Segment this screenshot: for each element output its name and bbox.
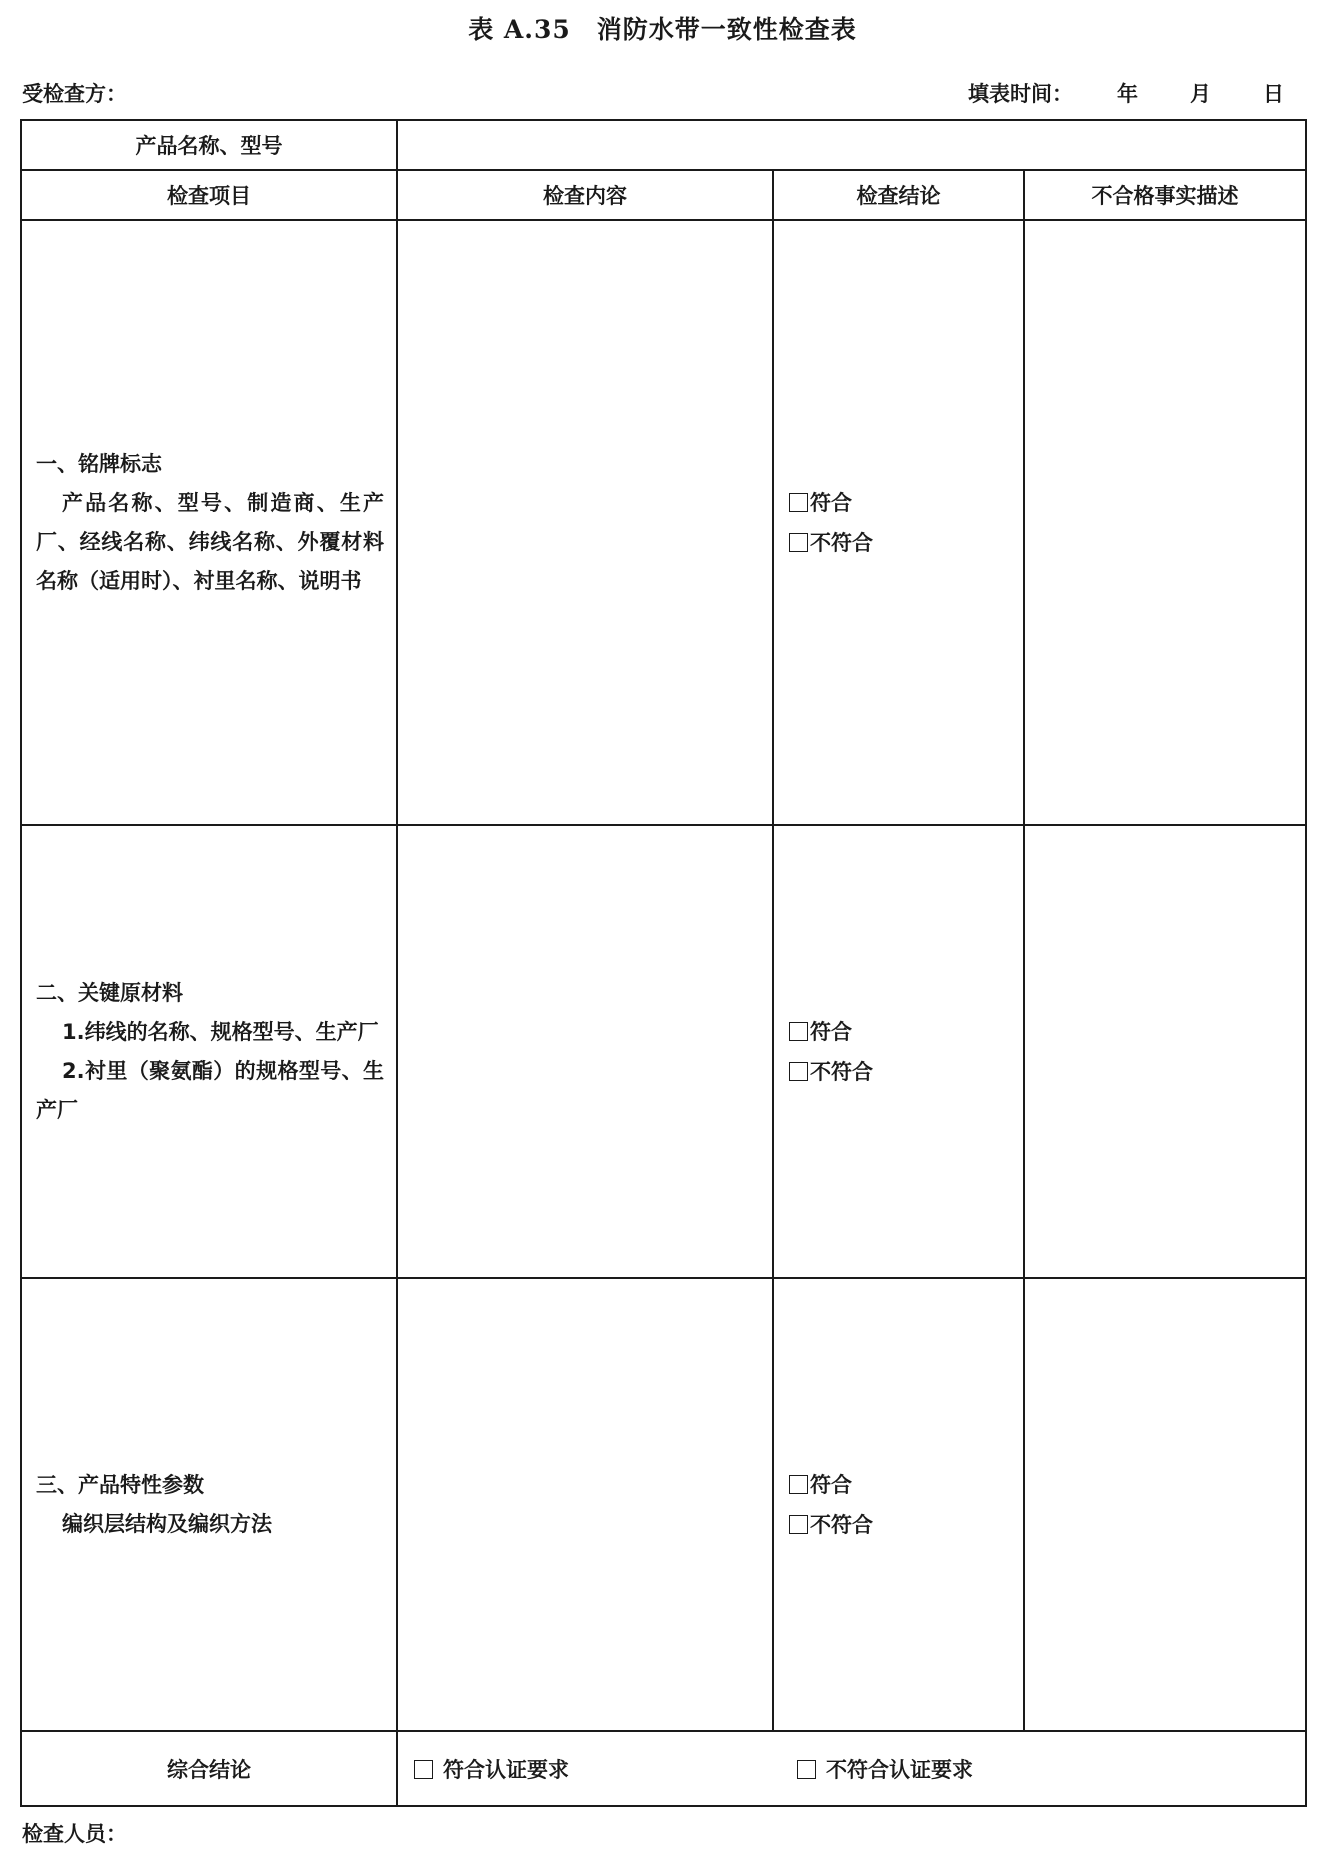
conclusion-cell	[773, 220, 1024, 825]
checkbox[interactable]	[789, 1515, 808, 1534]
nonconform-option[interactable]: 不符合	[789, 1052, 1023, 1092]
nonconform-option[interactable]: 不符合	[789, 1505, 1023, 1545]
item-detail: 1.纬线的名称、规格型号、生产厂	[62, 1019, 379, 1044]
col-header-item: 检查项目	[21, 170, 397, 220]
col-header-conclusion: 检查结论	[773, 170, 1024, 220]
inspection-item	[21, 1278, 397, 1731]
conclusion-cell	[773, 825, 1024, 1278]
item-detail: 产品名称、型号、制造商、生产厂、经线名称、纬线名称、外覆材料名称（适用时）、衬里名称、说明书	[36, 490, 384, 593]
nonconform-option[interactable]: 不符合	[789, 523, 1023, 563]
conclusion-cell	[773, 1278, 1024, 1731]
summary-nonconform-option[interactable]: 不符合认证要求	[797, 1758, 973, 1782]
inspector-label: 检查人员：	[22, 1822, 127, 1846]
col-header-content: 检查内容	[397, 170, 773, 220]
product-name-value[interactable]	[397, 120, 1306, 170]
inspection-content-cell[interactable]	[397, 825, 773, 1278]
nonconformity-description-cell[interactable]	[1024, 220, 1306, 825]
product-name-label: 产品名称、型号	[21, 120, 397, 170]
checkbox[interactable]	[789, 1062, 808, 1081]
conform-option[interactable]: 符合	[789, 483, 1023, 523]
summary-conform-option[interactable]: 符合认证要求	[414, 1758, 569, 1782]
table-row	[21, 1278, 1306, 1731]
table-title: 消防水带一致性检查表	[596, 15, 857, 44]
item-title: 一、铭牌标志	[36, 451, 162, 476]
inspected-party-label: 受检查方：	[22, 82, 127, 106]
item-detail: 编织层结构及编织方法	[62, 1511, 272, 1536]
col-header-nonconformity: 不合格事实描述	[1024, 170, 1306, 220]
table-row	[21, 220, 1306, 825]
item-title: 三、产品特性参数	[36, 1472, 204, 1497]
inspection-content-cell[interactable]	[397, 220, 773, 825]
year-label: 年	[1117, 82, 1138, 106]
checkbox[interactable]	[797, 1760, 816, 1779]
checkbox[interactable]	[789, 1022, 808, 1041]
summary-label: 综合结论	[21, 1731, 397, 1806]
nonconformity-description-cell[interactable]	[1024, 825, 1306, 1278]
month-label: 月	[1190, 82, 1211, 106]
table-number: 表 A.35	[468, 15, 571, 44]
summary-row	[21, 1731, 1306, 1806]
conform-option[interactable]: 符合	[789, 1465, 1023, 1505]
checkbox[interactable]	[789, 1475, 808, 1494]
day-label: 日	[1263, 82, 1284, 106]
inspection-table	[20, 119, 1307, 1807]
checkbox[interactable]	[414, 1760, 433, 1779]
column-header-row	[21, 170, 1306, 220]
item-detail: 2.衬里（聚氨酯）的规格型号、生产厂	[36, 1058, 384, 1122]
inspection-content-cell[interactable]	[397, 1278, 773, 1731]
product-name-row	[21, 120, 1306, 170]
fill-time-label: 填表时间：	[968, 82, 1073, 106]
summary-options	[397, 1731, 1306, 1806]
table-row	[21, 825, 1306, 1278]
checkbox[interactable]	[789, 493, 808, 512]
page-title	[0, 10, 1325, 46]
fill-time	[968, 78, 1284, 108]
nonconformity-description-cell[interactable]	[1024, 1278, 1306, 1731]
checkbox[interactable]	[789, 533, 808, 552]
inspection-item	[21, 825, 397, 1278]
conform-option[interactable]: 符合	[789, 1012, 1023, 1052]
item-title: 二、关键原材料	[36, 980, 183, 1005]
inspection-item	[21, 220, 397, 825]
